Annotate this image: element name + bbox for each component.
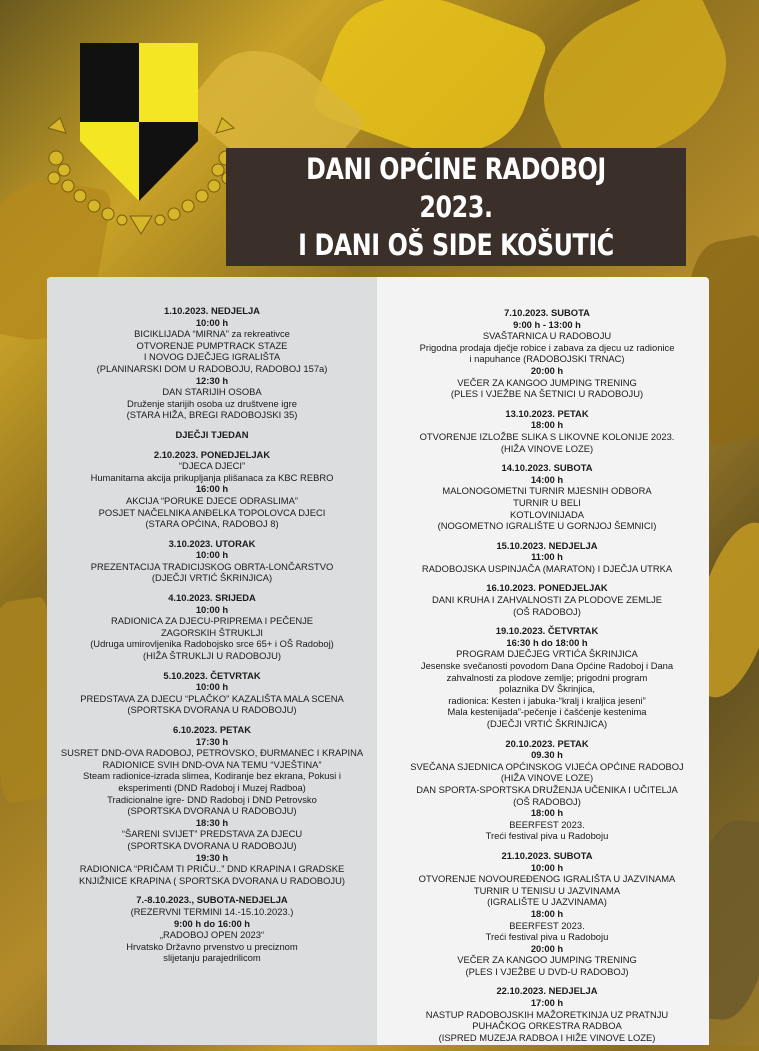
event-line: BEERFEST 2023.	[509, 919, 585, 931]
event-line: (SPORTSKA DVORANA U RADOBOJU)	[127, 839, 297, 851]
event-day	[47, 670, 377, 716]
event-line: (STARA HIŽA, BREGI RADOBOJSKI 35)	[126, 409, 298, 421]
event-date: 22.10.2023. NEDJELJA	[496, 985, 598, 997]
event-date: 7.10.2023. SUBOTA	[504, 307, 590, 318]
event-line: polaznika DV Škrinjica,	[499, 683, 595, 695]
event-time: 10:00 h	[195, 603, 229, 615]
event-day	[47, 449, 377, 530]
event-day	[385, 738, 709, 842]
event-date: 5.10.2023. ČETVRTAK	[163, 669, 261, 681]
event-line: I NOVOG DJEČJEG IGRALIŠTA	[143, 351, 281, 363]
event-line: Prigodna prodaja dječje robice i zabava za djecu uz radionice	[419, 341, 675, 353]
event-line: Tradicionalne igre- DND Radoboj i DND Petrovsko	[107, 793, 317, 805]
event-day	[47, 724, 377, 886]
event-line: slijetanju parajedrilicom	[163, 952, 261, 964]
title-line-2: I DANI OŠ SIDE KOŠUTIĆ	[298, 228, 614, 262]
event-line: Hrvatsko Državno prvenstvo u preciznom	[126, 940, 298, 952]
event-line: OTVORENJE PUMPTRACK STAZE	[136, 339, 288, 351]
event-line: (PLANINARSKI DOM U RADOBOJU, RADOBOJ 157a)	[96, 362, 328, 374]
event-time: 16:30 h do 18:00 h	[506, 636, 588, 648]
event-line: TURNIR U TENISU U JAZVINAMA	[473, 884, 621, 896]
event-line: ZAGORSKIH ŠTRUKLJI	[160, 626, 264, 638]
event-line: RADIONICA ZA DJECU-PRIPREMA I PEČENJE	[110, 615, 314, 627]
event-date: 2.10.2023. PONEDJELJAK	[153, 448, 271, 460]
event-time: 17:30 h	[195, 735, 229, 747]
event-line: OTVORENJE NOVOUREĐENOG IGRALIŠTA U JAZVINAMA	[418, 873, 676, 885]
event-time: 10:00 h	[195, 681, 229, 693]
event-time: 18:30 h	[195, 816, 229, 828]
event-line: POSJET NAČELNIKA ANĐELKA TOPOLOVCA DJECI	[98, 506, 326, 518]
event-time: 20:00 h	[530, 942, 564, 954]
event-line: (REZERVNI TERMINI 14.-15.10.2023.)	[130, 905, 294, 917]
event-line: SUSRET DND-OVA RADOBOJ, PETROVSKO, ĐURMANEC I KRAPINA	[60, 747, 364, 759]
event-line: PROGRAM DJEČJEG VRTIĆA ŠKRINJICA	[456, 648, 638, 660]
event-line: (IGRALIŠTE U JAZVINAMA)	[487, 896, 607, 908]
event-line: Humanitarna akcija prikupljanja plišanaca za KBC REBRO	[90, 471, 334, 483]
event-line: “ŠARENI SVIJET” PREDSTAVA ZA DJECU	[121, 828, 303, 840]
event-date: 19.10.2023. ČETVRTAK	[495, 625, 599, 637]
event-line: Jesenske svečanosti povodom Dana Općine Radoboj i Dana	[420, 660, 674, 672]
municipality-coat-of-arms	[38, 38, 248, 238]
event-line: SVEČANA SJEDNICA OPĆINSKOG VIJEĆA OPĆINE RADOBOJ	[410, 760, 684, 772]
event-line: (ISPRED MUZEJA RADBOA I HIŽE VINOVE LOZE)	[438, 1031, 656, 1043]
event-line: (HIŽA VINOVE LOZE)	[500, 772, 594, 784]
event-line: SVAŠTARNICA U RADOBOJU	[482, 330, 612, 342]
event-day	[385, 985, 709, 1043]
event-line: (SPORTSKA DVORANA U RADOBOJU)	[127, 704, 297, 716]
event-time: 18:00 h	[530, 907, 564, 919]
event-time: 10:00 h	[530, 861, 564, 873]
event-time: 10:00 h	[195, 316, 229, 328]
event-time: 16:00 h	[195, 483, 229, 495]
event-line: RADOBOJSKA USPINJAČA (MARATON) I DJEČJA UTRKA	[421, 562, 673, 574]
event-line: (HIŽA ŠTRUKLJI U RADOBOJU)	[142, 650, 282, 662]
event-date: 4.10.2023. SRIJEDA	[168, 592, 256, 604]
event-line: NASTUP RADOBOJSKIH MAŽORETKINJA UZ PRATNJU	[425, 1008, 669, 1020]
event-line: (DJEČJI VRTIĆ ŠKRINJICA)	[486, 718, 608, 729]
event-line: eksperimenti (DND Radoboj i Muzej Radboa)	[118, 781, 306, 793]
event-line: MALONOGOMETNI TURNIR MJESNIH ODBORA	[442, 485, 652, 497]
event-date: 3.10.2023. UTORAK	[168, 537, 256, 549]
event-time: 20:00 h	[530, 364, 564, 376]
event-line: (STARA OPĆINA, RADOBOJ 8)	[145, 518, 279, 530]
event-line: (HIŽA VINOVE LOZE)	[500, 442, 594, 454]
event-date: 6.10.2023. PETAK	[173, 724, 251, 735]
event-date: 7.-8.10.2023., SUBOTA-NEDJELJA	[136, 894, 288, 906]
event-line: RADIONICE SVIH DND-OVA NA TEMU “VJEŠTINA”	[102, 758, 322, 770]
event-line: BICIKLIJADA “MIRNA” za rekreativce	[134, 328, 290, 340]
event-time: 19:30 h	[195, 851, 229, 863]
event-day	[385, 850, 709, 978]
event-line: Druženje starijih osoba uz društvene igre	[127, 397, 297, 409]
event-line: BEERFEST 2023.	[509, 818, 585, 830]
event-line: VEČER ZA KANGOO JUMPING TRENING	[457, 376, 637, 388]
event-line: (NOGOMETNO IGRALIŠTE U GORNJOJ ŠEMNICI)	[437, 520, 657, 532]
event-line: OTVORENJE IZLOŽBE SLIKA S LIKOVNE KOLONIJE 2023.	[419, 430, 675, 442]
event-date: 21.10.2023. SUBOTA	[501, 849, 593, 861]
event-date: 20.10.2023. PETAK	[505, 737, 589, 749]
event-day	[385, 625, 709, 729]
event-date: 1.10.2023. NEDJELJA	[164, 305, 260, 316]
event-line: (PLES I VJEŽBE U DVD-U RADOBOJ)	[465, 965, 629, 977]
event-line: (OŠ RADOBOJ)	[513, 795, 581, 807]
event-day	[385, 462, 709, 532]
event-line: PREDSTAVA ZA DJECU “PLAČKO” KAZALIŠTA MALA SCENA	[80, 692, 344, 704]
event-line: PREZENTACIJA TRADICIJSKOG OBRTA-LONČARSTVO	[90, 560, 334, 572]
event-time: 18:00 h	[530, 807, 564, 819]
event-line: zahvalnosti za plodove zemlje; prigodni program	[446, 671, 648, 683]
event-line: (SPORTSKA DVORANA U RADOBOJU)	[127, 805, 297, 817]
event-time: 9:00 h do 16:00 h	[173, 917, 251, 929]
event-day	[385, 540, 709, 575]
event-day	[47, 592, 377, 662]
event-line: DAN SPORTA-SPORTSKA DRUŽENJA UČENIKA I UČITELJA	[416, 783, 678, 795]
event-line: PUHAČKOG ORKESTRA RADBOA	[472, 1020, 622, 1032]
event-day	[385, 307, 709, 400]
schedule-left-column	[47, 305, 377, 972]
event-time: 18:00 h	[530, 419, 564, 431]
event-time: 9:00 h - 13:00 h	[513, 318, 581, 330]
event-line: KNJIŽNICE KRAPINA ( SPORTSKA DVORANA U RADOBOJU)	[78, 874, 346, 886]
event-day	[47, 538, 377, 584]
event-day	[385, 408, 709, 454]
event-line: Steam radionice-izrada slimea, Kodiranje bez ekrana, Pokusi i	[83, 770, 341, 782]
event-time: 09.30 h	[531, 749, 563, 761]
event-line: DAN STARIJIH OSOBA	[162, 386, 262, 398]
event-line: (OŠ RADOBOJ)	[513, 605, 581, 617]
event-line: “DJECA DJECI”	[178, 460, 246, 472]
event-line: Mala kestenijada”-pečenje i čašćenje kestenima	[447, 706, 647, 718]
event-time: 17:00 h	[530, 997, 564, 1009]
poster-title	[226, 148, 686, 266]
event-date: 13.10.2023. PETAK	[505, 407, 589, 419]
event-line: (PLES I VJEŽBE NA ŠETNICI U RADOBOJU)	[450, 388, 644, 400]
event-line: AKCIJA “PORUKE DJECE ODRASLIMA”	[126, 494, 298, 506]
event-time: 11:00 h	[531, 551, 563, 563]
event-line: radionica: Kesten i jabuka-“kralj i kraljica jeseni”	[448, 694, 646, 706]
event-date: 16.10.2023. PONEDJELJAK	[486, 582, 608, 594]
event-line: TURNIR U BELI	[513, 496, 581, 508]
event-line: i napuhance (RADOBOJSKI TRNAC)	[469, 353, 625, 365]
event-time: 12:30 h	[195, 374, 229, 386]
event-line: Treći festival piva u Radoboju	[485, 830, 609, 842]
title-line-1: DANI OPĆINE RADOBOJ 2023.	[306, 152, 606, 224]
schedule-right-column	[385, 307, 709, 1051]
event-line: Treći festival piva u Radoboju	[485, 931, 609, 943]
event-line: „RADOBOJ OPEN 2023“	[159, 929, 265, 941]
event-date: 14.10.2023. SUBOTA	[501, 462, 593, 474]
event-line: VEČER ZA KANGOO JUMPING TRENING	[457, 954, 637, 966]
event-day	[47, 305, 377, 421]
event-time: 14:00 h	[530, 473, 564, 485]
event-time: 10:00 h	[195, 549, 229, 561]
event-date: 15.10.2023. NEDJELJA	[496, 539, 598, 551]
section-heading: DJEČJI TJEDAN	[175, 428, 249, 440]
event-day	[47, 894, 377, 964]
event-line: DANI KRUHA I ZAHVALNOSTI ZA PLODOVE ZEMLJE	[431, 594, 663, 606]
schedule-panel	[47, 277, 709, 1045]
event-line: KOTLOVINIJADA	[510, 508, 584, 520]
event-day	[385, 582, 709, 617]
event-line: RADIONICA “PRIČAM TI PRIČU..” DND KRAPINA I GRADSKE	[79, 863, 345, 875]
event-line: (Udruga umirovljenika Radobojsko srce 65+ i OŠ Radoboj)	[90, 638, 334, 650]
event-line: (DJEČJI VRTIĆ ŠKRINJICA)	[151, 572, 273, 584]
